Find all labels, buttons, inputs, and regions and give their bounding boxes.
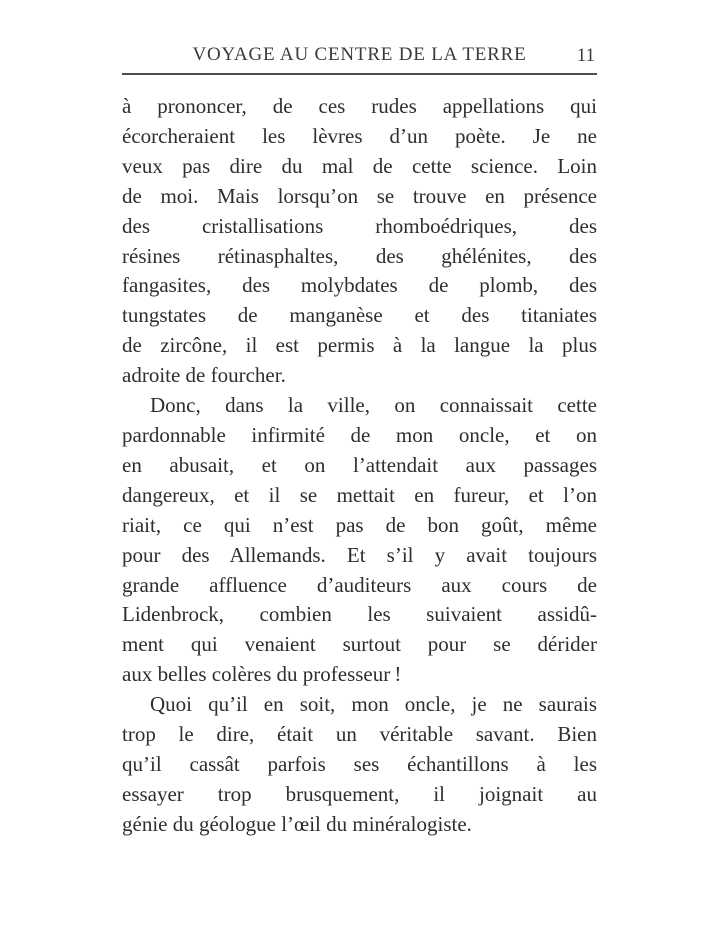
- text-line: veux pas dire du mal de cette science. Loin: [122, 153, 597, 178]
- text-line: tungstates de manganèse et des titaniates: [122, 303, 597, 328]
- text-line: pardonnable infirmité de mon oncle, et on: [122, 422, 597, 447]
- page-number: 11: [576, 45, 595, 66]
- text-line: dangereux, et il se mettait en fureur, et l’on: [122, 482, 597, 507]
- text-line: Quoi qu’il en soit, mon oncle, je ne saurais: [150, 692, 597, 717]
- paragraph: [122, 690, 597, 840]
- text-line: qu’il cassât parfois ses échantillons à les: [122, 751, 597, 776]
- text-line: de moi. Mais lorsqu’on se trouve en présence: [122, 183, 597, 208]
- text-line: ment qui venaient surtout pour se dérider: [122, 632, 597, 657]
- text-line: aux belles colères du professeur !: [122, 662, 402, 687]
- running-title: VOYAGE AU CENTRE DE LA TERRE: [192, 44, 527, 65]
- page-header: [122, 44, 597, 70]
- text-line: Donc, dans la ville, on connaissait cette: [150, 393, 597, 418]
- text-line: génie du géologue l’œil du minéralogiste.: [122, 811, 472, 836]
- text-line: en abusait, et on l’attendait aux passages: [122, 452, 597, 477]
- text-line: fangasites, des molybdates de plomb, des: [122, 273, 597, 298]
- text-line: Lidenbrock, combien les suivaient assidû-: [122, 602, 597, 627]
- body-text: [122, 92, 597, 840]
- text-line: résines rétinasphaltes, des ghélénites, des: [122, 243, 597, 268]
- text-line: écorcheraient les lèvres d’un poète. Je ne: [122, 123, 597, 148]
- paragraph: [122, 92, 597, 391]
- header-rule: [122, 73, 597, 75]
- text-line: des cristallisations rhomboédriques, des: [122, 213, 597, 238]
- text-line: grande affluence d’auditeurs aux cours de: [122, 572, 597, 597]
- text-line: adroite de fourcher.: [122, 363, 286, 388]
- text-line: riait, ce qui n’est pas de bon goût, même: [122, 512, 597, 537]
- text-line: essayer trop brusquement, il joignait au: [122, 781, 597, 806]
- text-line: trop le dire, était un véritable savant. Bien: [122, 722, 597, 747]
- paragraph: [122, 391, 597, 690]
- text-line: pour des Allemands. Et s’il y avait toujours: [122, 542, 597, 567]
- text-line: de zircône, il est permis à la langue la plus: [122, 333, 597, 358]
- text-line: à prononcer, de ces rudes appellations qui: [122, 94, 597, 118]
